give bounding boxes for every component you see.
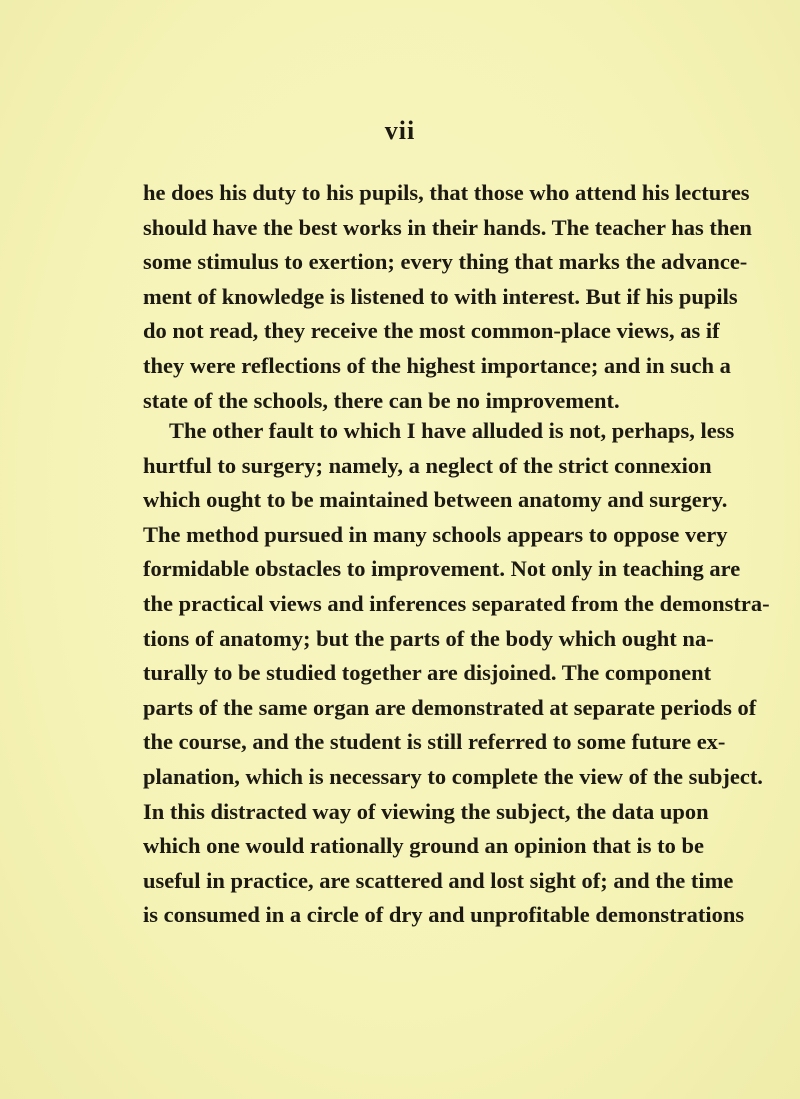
paragraph-1 bbox=[143, 176, 752, 418]
text-line: In this distracted way of viewing the subject, the data upon bbox=[143, 798, 709, 824]
text-line: should have the best works in their hands. The teacher has then bbox=[143, 214, 752, 240]
text-line: is consumed in a circle of dry and unprofitable demonstrations bbox=[143, 902, 745, 928]
text-line: hurtful to surgery; namely, a neglect of the strict connexion bbox=[143, 452, 712, 478]
text-line: which one would rationally ground an opinion that is to be bbox=[143, 833, 704, 859]
text-line: useful in practice, are scattered and lost sight of; and the time bbox=[143, 867, 734, 893]
text-line: the practical views and inferences separated from the demonstra- bbox=[143, 590, 770, 616]
text-line: ment of knowledge is listened to with interest. But if his pupils bbox=[143, 283, 738, 309]
text-line: do not read, they receive the most common-place views, as if bbox=[143, 318, 720, 344]
text-line: turally to be studied together are disjoined. The component bbox=[143, 660, 712, 686]
text-line: which ought to be maintained between anatomy and surgery. bbox=[143, 487, 728, 513]
text-line: state of the schools, there can be no improvement. bbox=[143, 387, 620, 413]
paragraph-2 bbox=[143, 414, 770, 933]
text-line: parts of the same organ are demonstrated at separate periods of bbox=[143, 694, 757, 720]
text-line: The method pursued in many schools appears to oppose very bbox=[143, 521, 728, 547]
text-line: tions of anatomy; but the parts of the body which ought na- bbox=[143, 625, 714, 651]
text-line: the course, and the student is still referred to some future ex- bbox=[143, 729, 726, 755]
text-line: they were reflections of the highest importance; and in such a bbox=[143, 352, 731, 378]
text-line: planation, which is necessary to complete the view of the subject. bbox=[143, 763, 763, 789]
text-line: formidable obstacles to improvement. Not only in teaching are bbox=[143, 556, 741, 582]
text-line: The other fault to which I have alluded is not, perhaps, less bbox=[169, 418, 735, 443]
page-number: vii bbox=[384, 116, 416, 145]
text-line: he does his duty to his pupils, that those who attend his lectures bbox=[143, 180, 750, 205]
text-line: some stimulus to exertion; every thing that marks the advance- bbox=[143, 249, 748, 275]
